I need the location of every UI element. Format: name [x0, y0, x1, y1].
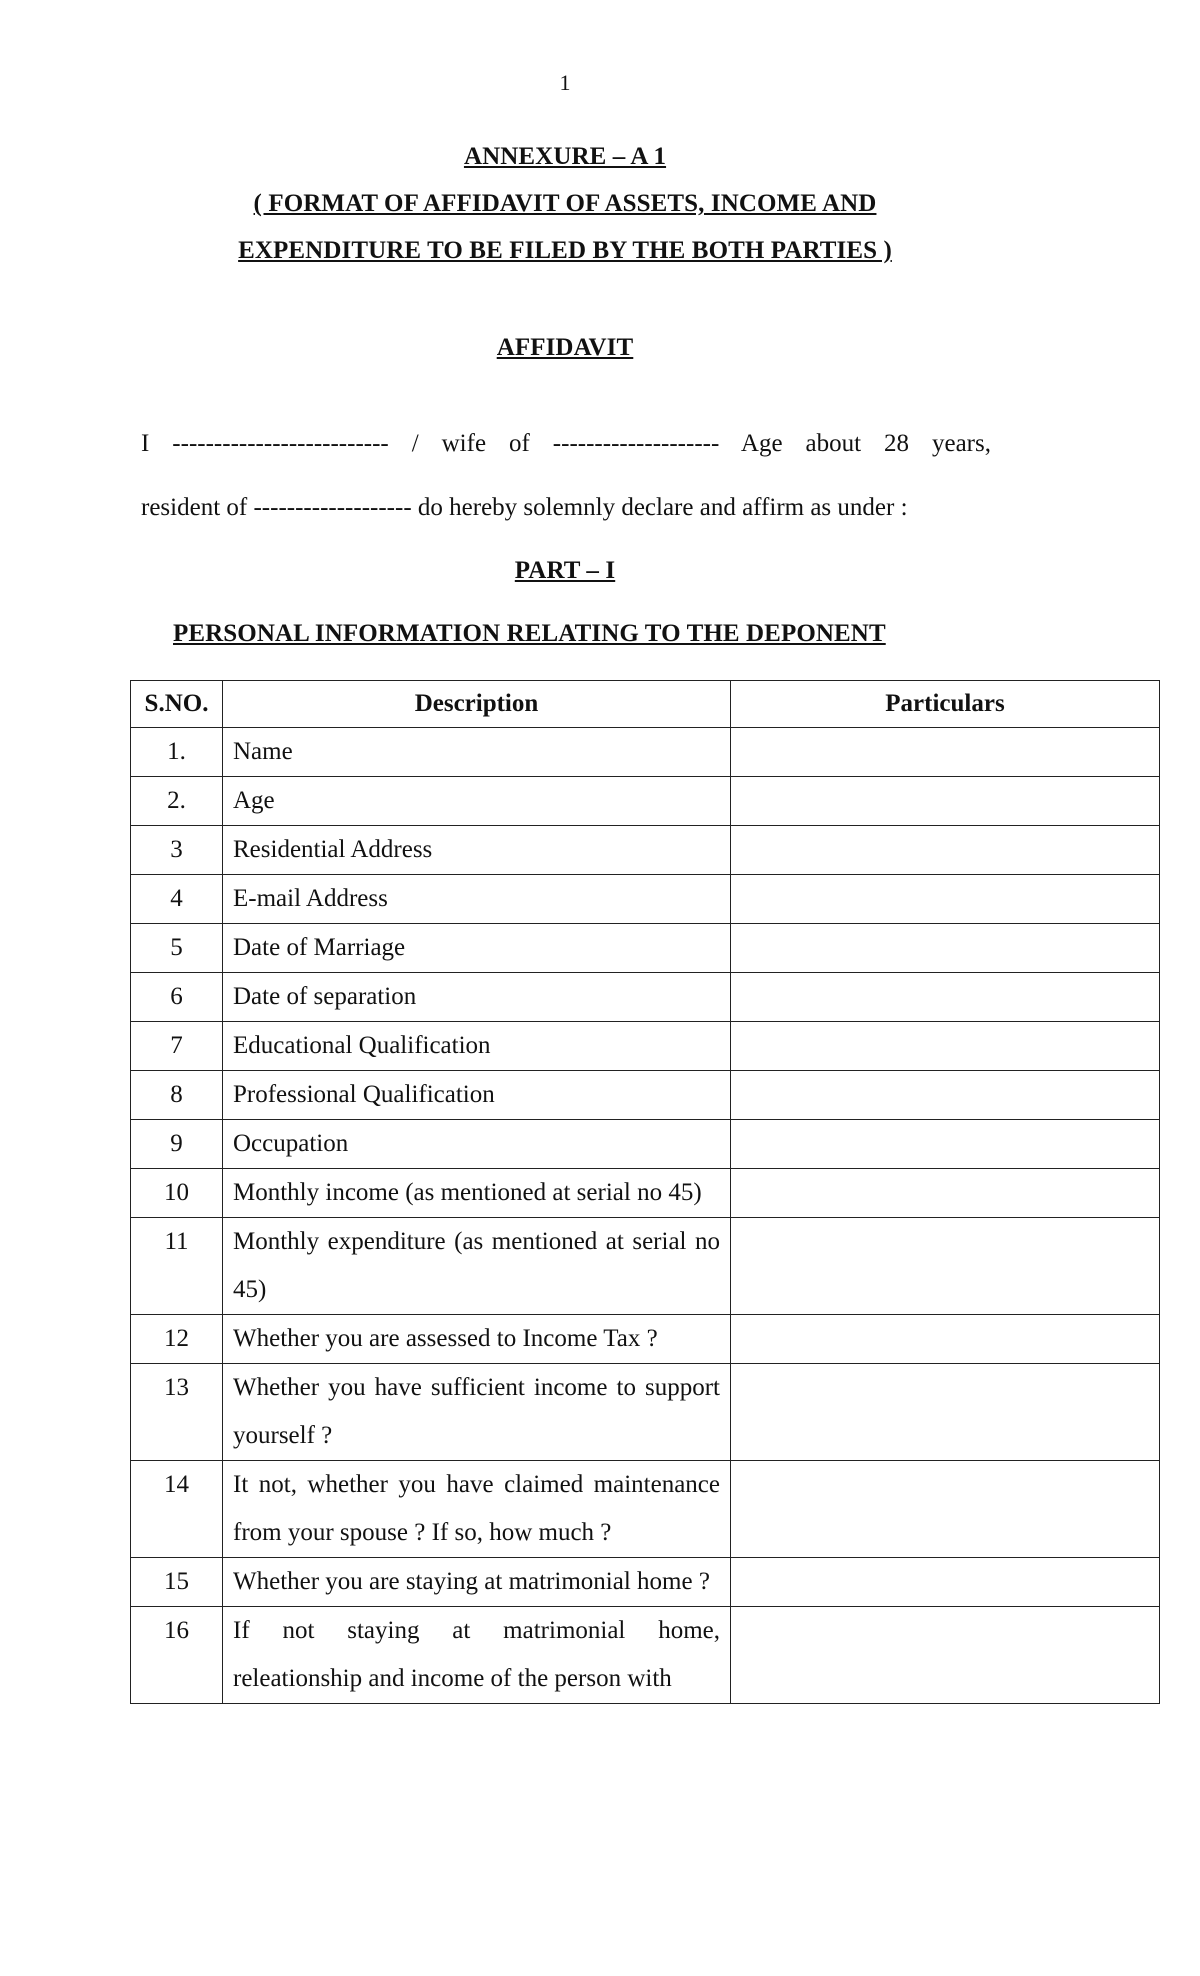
- row-particulars[interactable]: [731, 1364, 1160, 1461]
- row-particulars[interactable]: [731, 1071, 1160, 1120]
- table-row: [131, 1218, 1160, 1315]
- table-row: [131, 826, 1160, 875]
- affidavit-title: AFFIDAVIT: [496, 334, 634, 361]
- table-row: [131, 924, 1160, 973]
- row-description: Monthly expenditure (as mentioned at serial no 45): [223, 1218, 731, 1315]
- row-description: Whether you have sufficient income to support yourself ?: [223, 1364, 731, 1461]
- table-row: [131, 1558, 1160, 1607]
- row-sno: 5: [131, 924, 223, 973]
- header-particulars: Particulars: [731, 681, 1160, 728]
- row-description: E-mail Address: [223, 875, 731, 924]
- row-particulars[interactable]: [731, 1022, 1160, 1071]
- row-sno: 12: [131, 1315, 223, 1364]
- row-particulars[interactable]: [731, 1607, 1160, 1704]
- row-particulars[interactable]: [731, 924, 1160, 973]
- row-description: Date of Marriage: [223, 924, 731, 973]
- row-particulars[interactable]: [731, 1169, 1160, 1218]
- table-row: [131, 728, 1160, 777]
- annexure-title: ANNEXURE – A 1: [463, 143, 667, 170]
- table-row: [131, 1169, 1160, 1218]
- row-particulars[interactable]: [731, 826, 1160, 875]
- section-title: PERSONAL INFORMATION RELATING TO THE DEPONENT: [173, 620, 886, 647]
- row-sno: 6: [131, 973, 223, 1022]
- row-description: Name: [223, 728, 731, 777]
- row-particulars[interactable]: [731, 973, 1160, 1022]
- declaration-line2: resident of ------------------- do hereby solemnly declare and affirm as under :: [141, 494, 908, 521]
- header-sno: S.NO.: [131, 681, 223, 728]
- row-sno: 3: [131, 826, 223, 875]
- row-description: Educational Qualification: [223, 1022, 731, 1071]
- row-description: Date of separation: [223, 973, 731, 1022]
- part-title: PART – I: [514, 557, 616, 584]
- row-description: Age: [223, 777, 731, 826]
- table-header-row: [131, 681, 1160, 728]
- personal-info-table: [130, 680, 1160, 1704]
- row-sno: 4: [131, 875, 223, 924]
- row-sno: 16: [131, 1607, 223, 1704]
- table-row: [131, 1461, 1160, 1558]
- row-description: Monthly income (as mentioned at serial no 45): [223, 1169, 731, 1218]
- row-particulars[interactable]: [731, 1218, 1160, 1315]
- row-sno: 13: [131, 1364, 223, 1461]
- row-sno: 7: [131, 1022, 223, 1071]
- row-description: Occupation: [223, 1120, 731, 1169]
- row-description: Whether you are staying at matrimonial home ?: [223, 1558, 731, 1607]
- declaration-line1: I -------------------------- / wife of -------------------- Age about 28 years,: [141, 430, 991, 457]
- table-row: [131, 1607, 1160, 1704]
- personal-info-table-container: [130, 680, 1159, 1704]
- row-description: Residential Address: [223, 826, 731, 875]
- table-row: [131, 1315, 1160, 1364]
- row-sno: 2.: [131, 777, 223, 826]
- row-sno: 10: [131, 1169, 223, 1218]
- format-title-line1: ( FORMAT OF AFFIDAVIT OF ASSETS, INCOME AND: [253, 190, 877, 217]
- table-row: [131, 973, 1160, 1022]
- row-sno: 9: [131, 1120, 223, 1169]
- row-sno: 1.: [131, 728, 223, 777]
- format-title-line2: EXPENDITURE TO BE FILED BY THE BOTH PARTIES ): [238, 237, 892, 264]
- table-row: [131, 777, 1160, 826]
- table-row: [131, 1071, 1160, 1120]
- page-number: 1: [559, 70, 571, 95]
- row-sno: 8: [131, 1071, 223, 1120]
- row-particulars[interactable]: [731, 777, 1160, 826]
- row-particulars[interactable]: [731, 1315, 1160, 1364]
- row-description: Professional Qualification: [223, 1071, 731, 1120]
- row-particulars[interactable]: [731, 1120, 1160, 1169]
- table-row: [131, 1120, 1160, 1169]
- table-row: [131, 875, 1160, 924]
- table-row: [131, 1364, 1160, 1461]
- row-particulars[interactable]: [731, 1461, 1160, 1558]
- row-particulars[interactable]: [731, 875, 1160, 924]
- table-row: [131, 1022, 1160, 1071]
- row-sno: 15: [131, 1558, 223, 1607]
- row-description: If not staying at matrimonial home, releationship and income of the person with: [223, 1607, 731, 1704]
- header-description: Description: [223, 681, 731, 728]
- row-sno: 11: [131, 1218, 223, 1315]
- row-particulars[interactable]: [731, 1558, 1160, 1607]
- row-sno: 14: [131, 1461, 223, 1558]
- row-particulars[interactable]: [731, 728, 1160, 777]
- row-description: It not, whether you have claimed maintenance from your spouse ? If so, how much ?: [223, 1461, 731, 1558]
- row-description: Whether you are assessed to Income Tax ?: [223, 1315, 731, 1364]
